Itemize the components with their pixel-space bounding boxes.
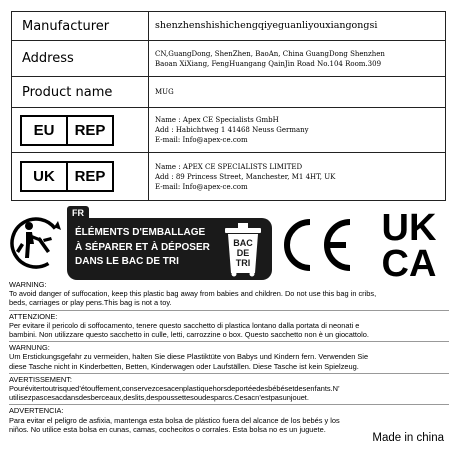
triman-icon — [10, 215, 62, 271]
table-row — [12, 41, 446, 77]
divider — [9, 310, 449, 311]
uk-rep-badge: UK REP — [20, 161, 114, 192]
fr-tab: FR — [67, 206, 89, 220]
product-name-label: Product name — [12, 77, 149, 108]
divider — [9, 404, 449, 405]
warning-body-es: Para evitar el peligro de asfixia, mantenga esta bolsa de plástico fuera del alcance de los bebés y los niños. No utilice esta bolsa en cunas, camas, cochecitos o corrales. Esta bolsa no es un juguete. — [9, 415, 340, 434]
uk-rep-value: Name : APEX CE SPECIALISTS LIMITED Add : 89 Princess Street, Manchester, M1 4HT, UK E-mail: Info@apex-ce.com — [149, 153, 446, 201]
uk-rep-badge-cell — [12, 153, 149, 201]
warning-title-it: ATTENZIONE: — [9, 311, 58, 321]
warning-body-fr: Pourévitertoutrisqued’étouffement,conservezcesacenplastiquehorsdeportéedesbébésetdesenfants.N’ utilisezpascesacdansdesberceaux,deslits,despoussettesoudesparcs.Cesacn’estpasunjouet. — [9, 384, 340, 403]
address-value: CN,GuangDong, ShenZhen, BaoAn, China GuangDong Shenzhen Baoan XiXiang, FengHuangang QainJin Road No.104 Room.309 — [149, 41, 446, 77]
ukca-bottom-text: CA — [381, 243, 437, 278]
manufacturer-value: shenzhenshishichengqiyeguanliyouxiangongsi — [149, 12, 446, 41]
tri-box — [67, 218, 272, 280]
warning-title-de: WARNUNG: — [9, 343, 50, 353]
bin-text-1: BAC — [233, 238, 253, 248]
recycle-bin-icon — [223, 222, 263, 277]
eu-rep-badge-cell — [12, 108, 149, 153]
table-row — [12, 12, 446, 41]
info-tri-label — [67, 206, 272, 281]
warning-title-en: WARNING: — [9, 280, 47, 289]
table-row — [12, 108, 446, 153]
certification-logos — [0, 203, 456, 283]
table-row — [12, 77, 446, 108]
made-in-label: Made in china — [372, 432, 444, 444]
bin-text-2: DE — [236, 248, 250, 258]
warnings-block — [9, 280, 449, 436]
product-name-value: MUG — [149, 77, 446, 108]
divider — [9, 341, 449, 342]
ce-mark-icon — [282, 218, 354, 272]
warning-body-en: To avoid danger of suffocation, keep this plastic bag away from babies and children. Do not use this bag in cribs, beds, carriages or play pens.This bag is not a toy. — [9, 289, 377, 308]
warning-body-de: Um Erstickungsgefahr zu vermeiden, halten Sie diese Plastiktüte von Babys und Kindern fern. Verwenden Sie diese Tasche nicht in Kinderbetten, Betten, Kinderwagen oder Laufställen. Diese Tasche ist kein Spielzeug. — [9, 352, 369, 371]
eu-rep-badge: EU REP — [20, 115, 114, 146]
warning-title-es: ADVERTENCIA: — [9, 406, 64, 416]
address-label: Address — [12, 41, 149, 77]
eu-rep-value: Name : Apex CE Specialists GmbH Add : Habichtweg 1 41468 Neuss Germany E-mail: Info@apex-ce.com — [149, 108, 446, 153]
divider — [9, 373, 449, 374]
tri-text: ÉLÉMENTS D'EMBALLAGE À SÉPARER ET À DÉPOSER DANS LE BAC DE TRI — [75, 227, 210, 267]
bin-text-3: TRI — [235, 258, 251, 268]
manufacturer-label: Manufacturer — [12, 12, 149, 41]
ukca-mark-icon — [375, 208, 443, 278]
ukca-top-text: UK — [381, 208, 437, 249]
warning-body-it: Per evitare il pericolo di soffocamento, tenere questo sacchetto di plastica lontano dalla portata di neonati e bambini. Non utilizzare questo sacchetto in culle, letti, carrozzine o box. Questo sacchetto non è un giocattolo. — [9, 320, 369, 340]
product-info-table — [11, 11, 446, 201]
table-row — [12, 153, 446, 201]
warning-title-fr: AVERTISSEMENT: — [9, 374, 72, 384]
